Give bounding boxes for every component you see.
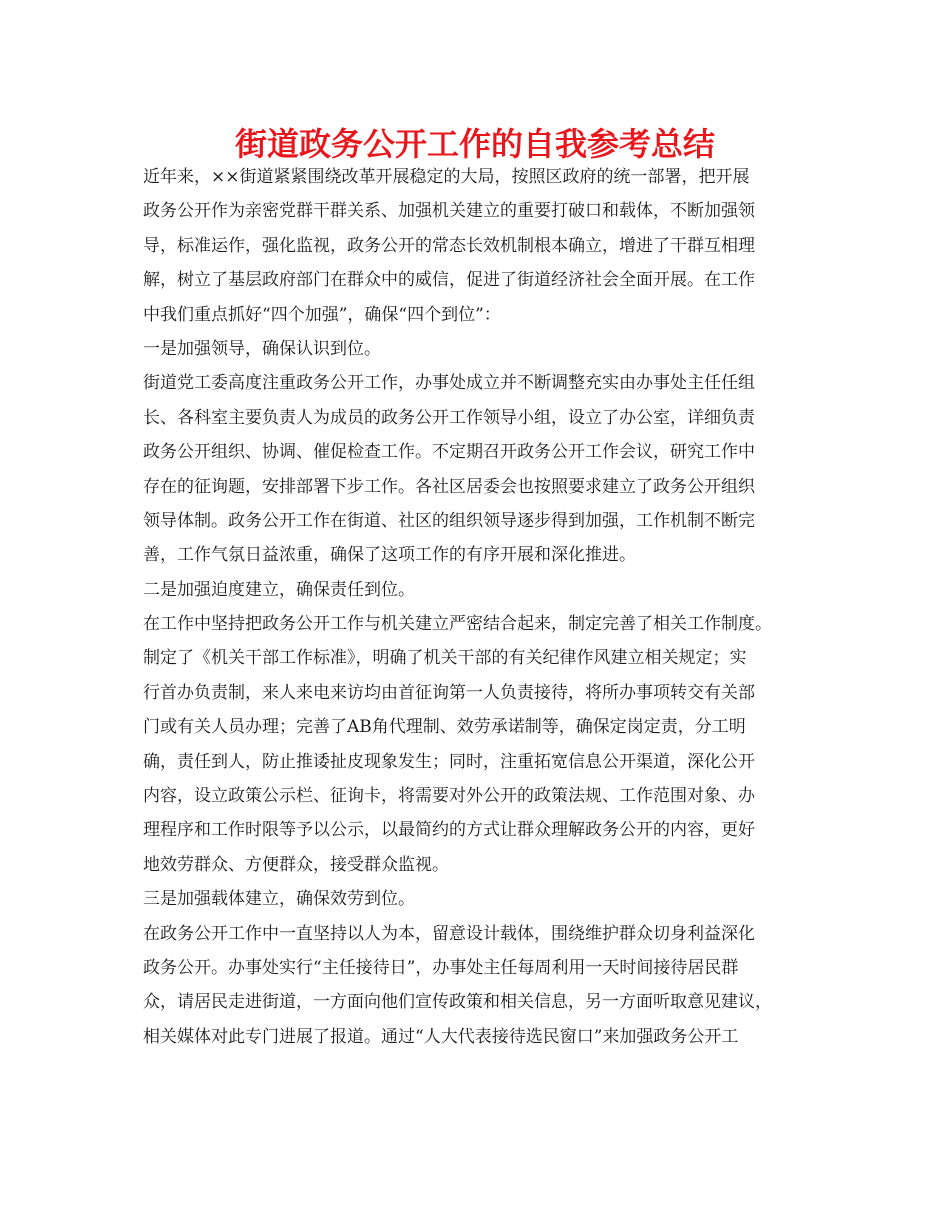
text-line: 确，责任到人，防止推诿扯皮现象发生；同时，注重拓宽信息公开渠道，深化公开 [143, 751, 755, 772]
text-line: 长、各科室主要负责人为成员的政务公开工作领导小组，设立了办公室，详细负责 [143, 407, 755, 428]
text-line: 政务公开作为亲密党群干群关系、加强机关建立的重要打破口和载体，不断加强领 [143, 201, 755, 222]
text-line: 地效劳群众、方便群众，接受群众监视。 [143, 854, 449, 875]
text-line: 相关媒体对此专门进展了报道。通过“人大代表接待选民窗口”来加强政务公开工 [143, 1026, 739, 1047]
text-line: 一是加强领导，确保认识到位。 [143, 338, 381, 359]
text-line: 众，请居民走进街道，一方面向他们宣传政策和相关信息，另一方面听取意见建议， [143, 992, 772, 1013]
text-line: 政务公开组织、协调、催促检查工作。不定期召开政务公开工作会议，研究工作中 [143, 442, 755, 463]
text-line: 内容，设立政策公示栏、征询卡，将需要对外公开的政策法规、工作范围对象、办 [143, 786, 755, 807]
text-line: 行首办负责制，来人来电来访均由首征询第一人负责接待，将所办事项转交有关部 [143, 682, 755, 703]
text-line: 街道党工委高度注重政务公开工作，办事处成立并不断调整充实由办事处主任任组 [143, 373, 755, 394]
text-line: 存在的征询题，安排部署下步工作。各社区居委会也按照要求建立了政务公开组织 [143, 476, 755, 497]
text-line: 制定了《机关干部工作标准》，明确了机关干部的有关纪律作风建立相关规定；实 [143, 648, 747, 669]
document-body [143, 160, 823, 1054]
text-line: 门或有关人员办理；完善了AB角代理制、效劳承诺制等，确保定岗定责，分工明 [143, 717, 746, 738]
text-line: 中我们重点抓好“四个加强”，确保“四个到位”： [143, 304, 501, 325]
text-line: 解，树立了基层政府部门在群众中的威信，促进了街道经济社会全面开展。在工作 [143, 270, 755, 291]
document-title: 街道政务公开工作的自我参考总结 [234, 125, 715, 163]
text-line: 善，工作气氛日益浓重，确保了这项工作的有序开展和深化推进。 [143, 545, 636, 566]
text-line: 领导体制。政务公开工作在街道、社区的组织领导逐步得到加强，工作机制不断完 [143, 510, 755, 531]
text-line: 近年来，××街道紧紧围绕改革开展稳定的大局，按照区政府的统一部署，把开展 [143, 167, 750, 187]
text-line: 政务公开。办事处实行“主任接待日”，办事处主任每周利用一天时间接待居民群 [143, 957, 739, 978]
text-line: 二是加强迫度建立，确保责任到位。 [143, 579, 415, 600]
text-line: 在政务公开工作中一直坚持以人为本，留意设计载体，围绕维护群众切身利益深化 [143, 923, 755, 944]
text-line: 在工作中坚持把政务公开工作与机关建立严密结合起来，制定完善了相关工作制度。 [143, 614, 772, 635]
text-line: 导，标准运作，强化监视，政务公开的常态长效机制根本确立，增进了干群互相理 [143, 235, 755, 256]
text-line: 理程序和工作时限等予以公示，以最简约的方式让群众理解政务公开的内容，更好 [143, 820, 755, 841]
text-line: 三是加强载体建立，确保效劳到位。 [143, 889, 415, 910]
